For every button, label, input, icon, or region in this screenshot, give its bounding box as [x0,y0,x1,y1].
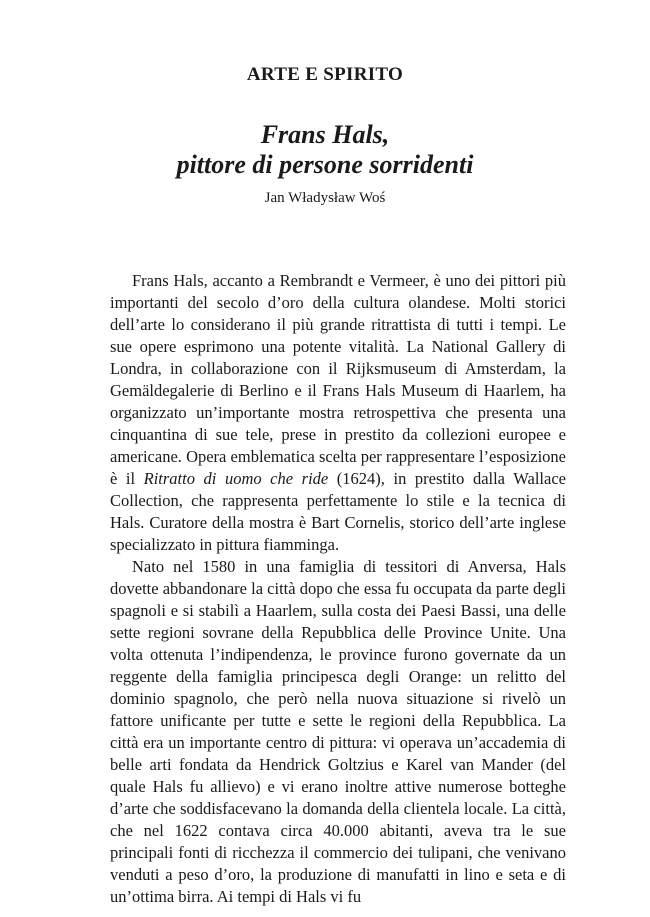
paragraph-1 [110,270,566,556]
section-heading: ARTE E SPIRITO [246,64,404,85]
paragraph-2: Nato nel 1580 in una famiglia di tessitori di Anversa, Hals dovette abbandonare la città dopo che essa fu occupata da parte degli spagnoli e si stabilì a Haarlem, sulla costa dei Paesi Bassi, una delle sette regioni sovrane della Repubblica delle Province Unite. Una volta ottenuta l’indipendenza, le province furono governate da un reggente della famiglia principesca degli Orange: un relitto del dominio spagnolo, che però nella nuova situazione si rivelò un fattore unificante per tutte e sette le regioni della Repubblica. La città era un importante centro di pittura: vi operava un’accademia di belle arti fondata da Hendrick Goltzius e Karel van Mander (del quale Hals fu allievo) e vi erano inoltre attive numerose botteghe d’arte che soddisfacevano la domanda della clientela locale. La città, che nel 1622 contava circa 40.000 abitanti, aveva tra le sue principali fonti di ricchezza il commercio dei tulipani, che venivano venduti a peso d’oro, la produzione di manufatti in lino e seta e di un’ottima birra. Ai tempi di Hals vi fu [110,557,566,906]
article-title-line-1: Frans Hals, [260,120,390,149]
paragraph-1-text-a: Frans Hals, accanto a Rembrandt e Vermeer, è uno dei pittori più importanti del secolo d’oro della cultura olandese. Molti storici dell’arte lo considerano il più grande ritrattista di tutti i tempi. Le sue opere esprimono una potente vitalità. La National Gallery di Londra, in collaborazione con il Rijksmuseum di Amsterdam, la Gemäldegalerie di Berlino e il Frans Hals Museum di Haarlem, ha organizzato un’importante mostra retrospettiva che presenta una cinquantina di sue tele, prese in prestito da collezioni europee e americane. Opera emblematica scelta per rappresentare l’esposizione è il [110,271,566,488]
author-name: Jan Władysław Woś [264,190,386,206]
article-title [0,120,650,180]
paragraph-1-text-b: (1624), in prestito dalla Wallace Collection, che rappresenta perfettamente lo stile e la tecnica di Hals. Curatore della mostra è Bart Cornelis, storico dell’arte inglese specializzato in pittura fiamminga. [110,469,566,554]
article-body [110,270,566,908]
article-title-line-2: pittore di persone sorridenti [176,150,474,179]
artwork-title: Ritratto di uomo che ride [143,469,329,488]
